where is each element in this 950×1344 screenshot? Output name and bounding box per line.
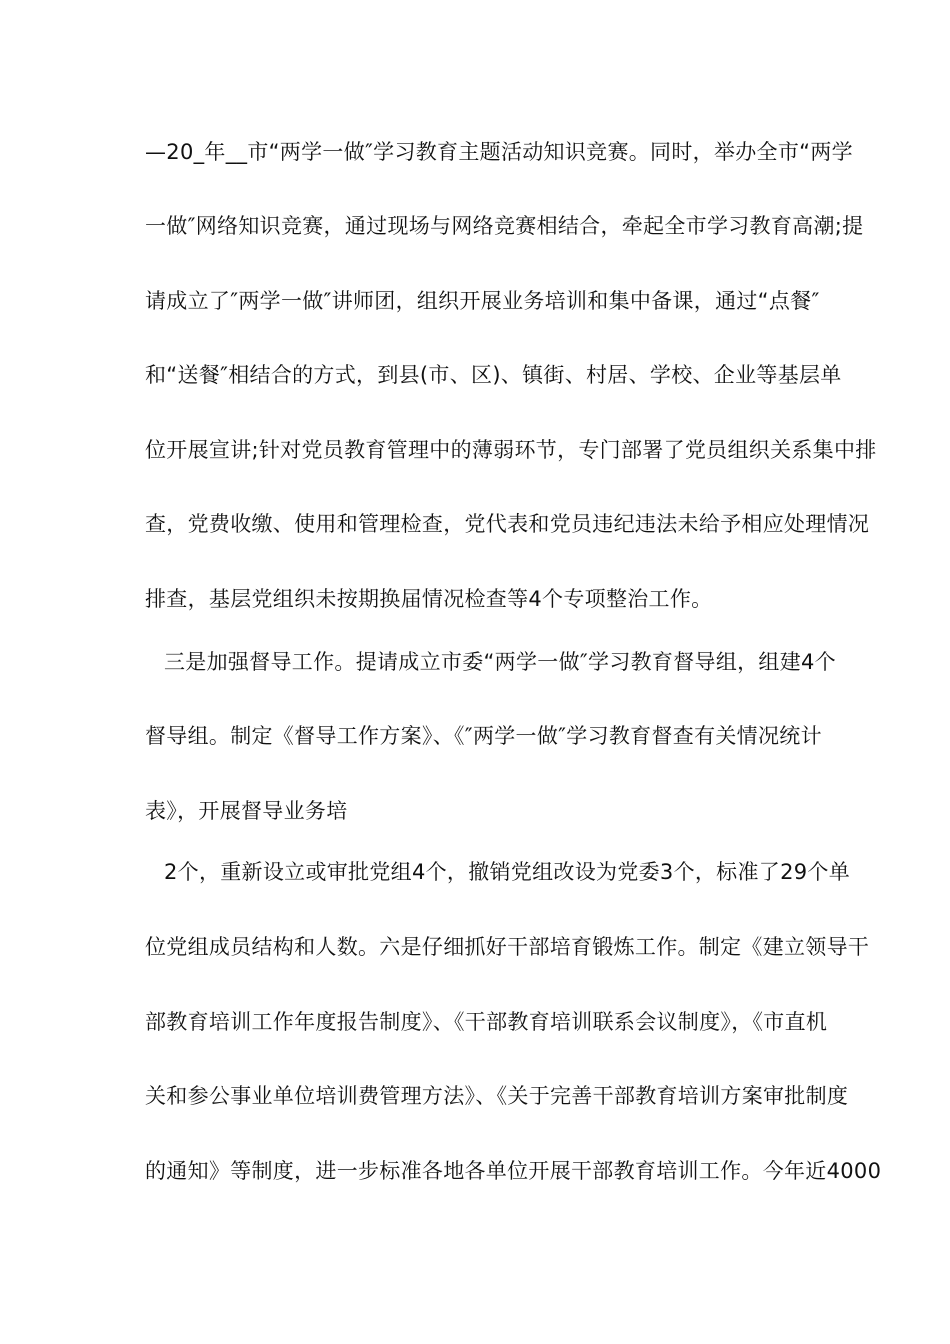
paragraph-line: 的通知》等制度，进一步标准各地各单位开展干部教育培训工作。今年近4000: [145, 1159, 882, 1183]
paragraph-line: 排查，基层党组织未按期换届情况检查等4个专项整治工作。: [145, 587, 713, 611]
paragraph-line: 请成立了″两学一做″讲师团，组织开展业务培训和集中备课，通过“点餐″: [145, 289, 820, 313]
paragraph-line: 查，党费收缴、使用和管理检查，党代表和党员违纪违法未给予相应处理情况: [145, 512, 870, 536]
paragraph-line: 位开展宣讲;针对党员教育管理中的薄弱环节，专门部署了党员组织关系集中排: [145, 438, 877, 462]
paragraph-line: 位党组成员结构和人数。六是仔细抓好干部培育锻炼工作。制定《建立领导干: [145, 935, 870, 959]
paragraph-line: 表》，开展督导业务培: [145, 799, 348, 823]
paragraph-line: 和“送餐″相结合的方式，到县(市、区)、镇街、村居、学校、企业等基层单: [145, 363, 842, 387]
paragraph-line: 2个，重新设立或审批党组4个，撤销党组改设为党委3个，标准了29个单: [164, 860, 851, 884]
paragraph-line: 一做″网络知识竞赛，通过现场与网络竞赛相结合，牵起全市学习教育高潮;提: [145, 214, 864, 238]
paragraph-line: —20_年__市“两学一做″学习教育主题活动知识竞赛。同时，举办全市“两学: [145, 140, 853, 164]
paragraph-line: 督导组。制定《督导工作方案》、《″两学一做″学习教育督查有关情况统计: [145, 724, 822, 748]
paragraph-line: 三是加强督导工作。提请成立市委“两学一做″学习教育督导组，组建4个: [164, 650, 836, 674]
paragraph-line: 关和参公事业单位培训费管理方法》、《关于完善干部教育培训方案审批制度: [145, 1084, 849, 1108]
paragraph-line: 部教育培训工作年度报告制度》、《干部教育培训联系会议制度》，《市直机: [145, 1010, 828, 1034]
